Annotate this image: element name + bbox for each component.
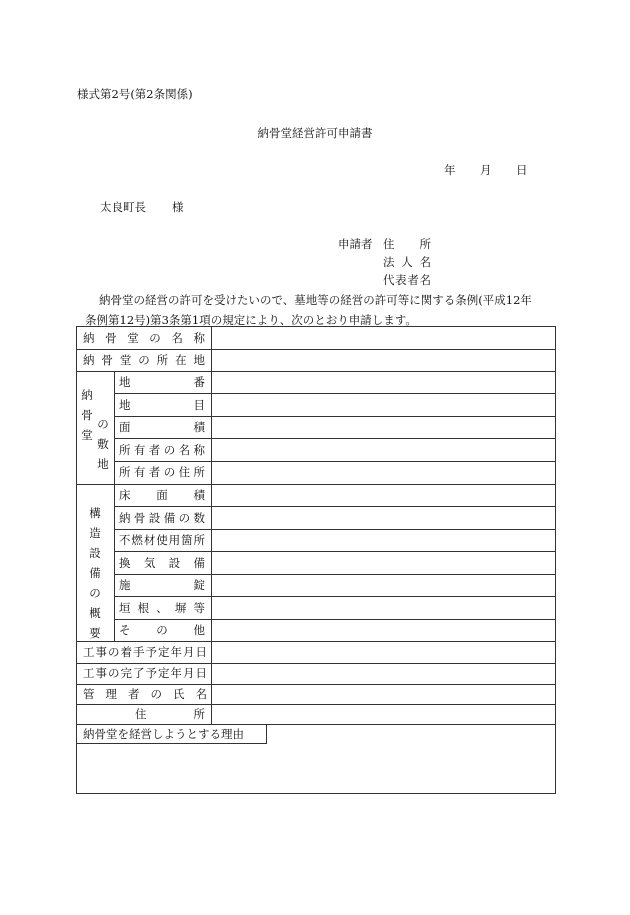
site-group-label-left: 納 骨 堂 — [81, 388, 93, 442]
site-owner-name-label: 所有者の名称 — [119, 443, 205, 457]
site-land-category-label: 地目 — [119, 398, 205, 412]
body-line-2: 条例第12号)第3条第1項の規定により、次のとおり申請します。 — [85, 313, 417, 327]
form-number: 様式第2号(第2条関係) — [77, 87, 193, 101]
applicant-corp-name-label: 法人名 — [383, 255, 431, 269]
floor-area-label: 床面積 — [119, 488, 205, 502]
applicant-address-label: 住 所 — [383, 237, 431, 251]
addressee-name: 太良町長 — [100, 200, 146, 214]
body-line-1: 納骨堂の経営の許可を受けたいので、墓地等の経営の許可等に関する条例(平成12年 — [99, 293, 532, 307]
date-day: 日 — [516, 163, 528, 177]
fireproof-material-label: 不燃材使用箇所 — [119, 533, 205, 547]
construction-end-label: 工事の完了予定年月日 — [83, 666, 207, 680]
manager-name-label: 管理者の氏名 — [83, 687, 207, 701]
reason-label: 納骨堂を経営しようとする理由 — [83, 727, 244, 741]
other-label: その他 — [119, 623, 205, 637]
ossuary-location-label: 納骨堂の所在地 — [83, 353, 205, 367]
site-owner-address-label: 所有者の住所 — [119, 465, 205, 479]
site-lot-number-label: 地番 — [119, 375, 205, 389]
ossuary-unit-count-label: 納骨設備の数 — [119, 511, 205, 525]
reason-label-box — [77, 724, 267, 744]
ventilation-label: 換気設備 — [119, 556, 205, 570]
applicant-representative-label: 代表者名 — [383, 273, 431, 287]
date-month: 月 — [480, 163, 492, 177]
addressee-honorific: 様 — [172, 200, 184, 214]
application-table — [76, 326, 556, 794]
form-title: 納骨堂経営許可申請書 — [257, 126, 373, 140]
date-year: 年 — [444, 163, 456, 177]
construction-start-label: 工事の着手予定年月日 — [83, 645, 207, 659]
structure-group-label: 構 造 設 備 の 概 要 — [89, 506, 101, 640]
fence-label: 垣根、塀等 — [119, 601, 205, 615]
lock-label: 施錠 — [119, 578, 205, 592]
site-area-label: 面積 — [119, 420, 205, 434]
applicant-label: 申請者 — [338, 237, 373, 251]
ossuary-name-label: 納骨堂の名称 — [83, 331, 205, 345]
site-group-label-right: の 敷 地 — [97, 417, 109, 471]
manager-address-label: 住所 — [135, 707, 205, 721]
